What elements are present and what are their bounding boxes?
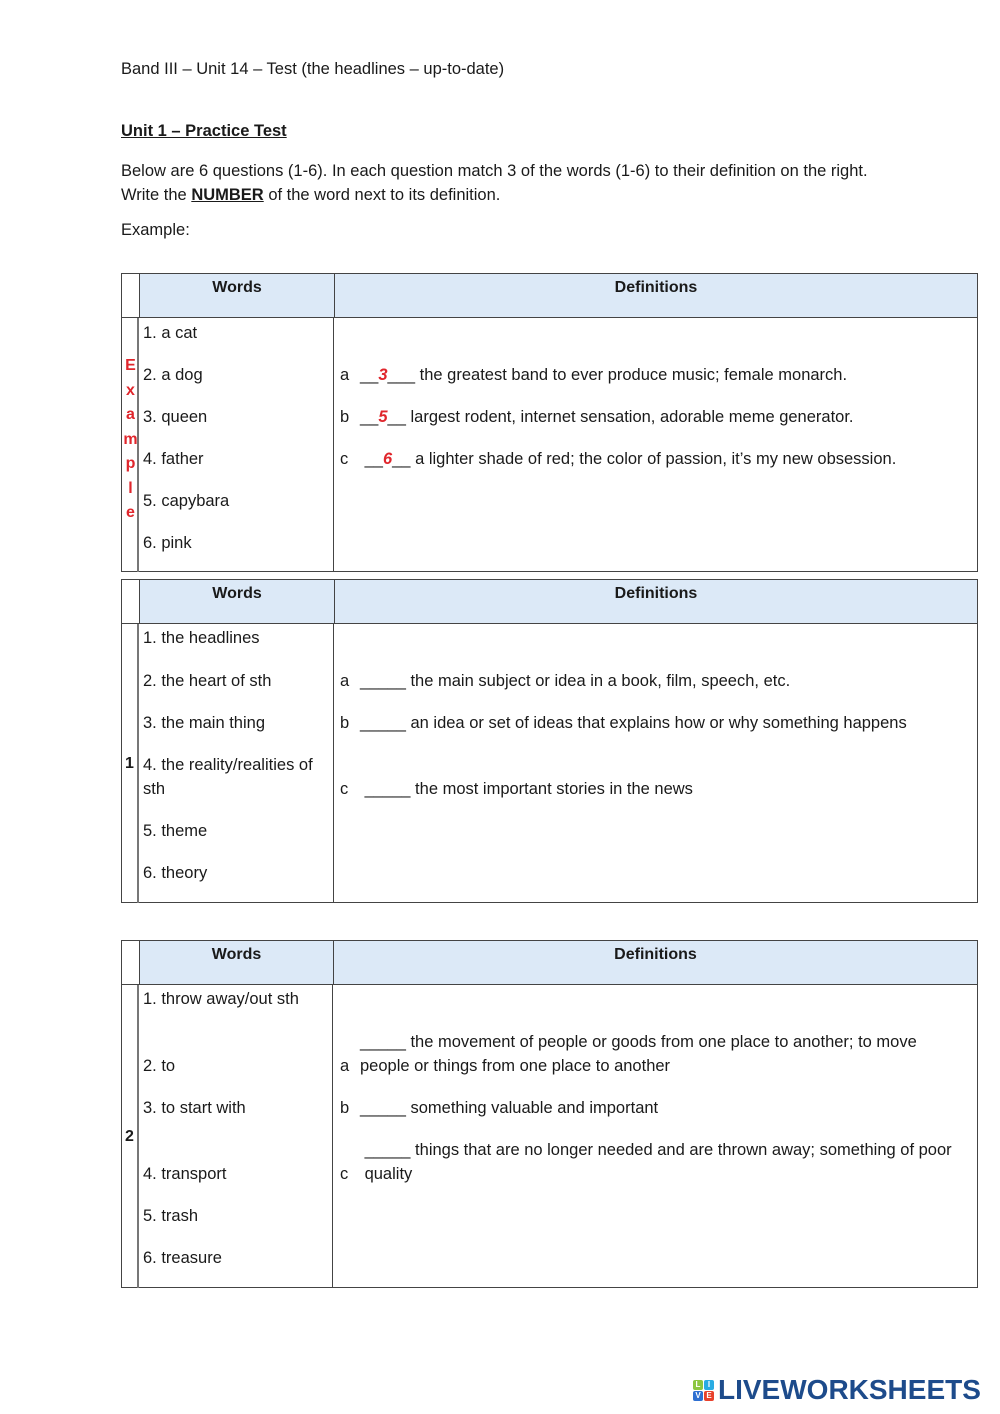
- logo-tile: L: [693, 1380, 703, 1390]
- instructions-emphasis: NUMBER: [191, 186, 264, 204]
- word-item: 5. theme: [143, 822, 208, 840]
- definition-text: the most important stories in the news: [410, 780, 693, 798]
- example-table: [121, 273, 978, 572]
- definition-item: [340, 405, 854, 429]
- word-item: 3. to start with: [143, 1099, 246, 1117]
- answer-value: 5: [378, 408, 388, 426]
- definition-item: [340, 363, 847, 387]
- definitions-cell: [334, 318, 977, 572]
- question-number: 2: [122, 985, 139, 1288]
- answer-blank: __: [360, 408, 379, 426]
- definition-text: the movement of people or goods from one place to another; to move: [405, 1033, 917, 1051]
- answer-blank[interactable]: _____: [360, 672, 406, 690]
- word-item: 1. throw away/out sth: [143, 990, 299, 1008]
- header-words: Words: [140, 274, 335, 317]
- logo-tile: I: [704, 1380, 714, 1390]
- logo-tile: V: [693, 1391, 703, 1401]
- answer-blank: ___: [387, 366, 416, 384]
- answer-blank[interactable]: _____: [360, 1033, 406, 1051]
- instructions-text-end: of the word next to its definition.: [263, 186, 501, 204]
- question-2-table: [121, 940, 978, 1288]
- definition-text: a lighter shade of red; the color of passion, it’s my new obsession.: [410, 450, 897, 468]
- word-item: 2. the heart of sth: [143, 672, 272, 690]
- table-body: [122, 318, 977, 572]
- word-item: 6. treasure: [143, 1249, 222, 1267]
- logo-tile: E: [704, 1391, 714, 1401]
- table-body: [122, 985, 977, 1288]
- definition-text: something valuable and important: [405, 1099, 659, 1117]
- answer-blank: __: [360, 450, 383, 468]
- answer-blank[interactable]: _____: [360, 1099, 406, 1117]
- definition-letter: b: [340, 1099, 350, 1117]
- answer-blank[interactable]: _____: [360, 780, 411, 798]
- definitions-cell: [334, 624, 977, 903]
- definition-letter: c: [340, 780, 349, 798]
- word-item: 3. queen: [143, 408, 208, 426]
- header-words: Words: [140, 580, 335, 623]
- definition-item[interactable]: [340, 711, 907, 735]
- word-item: 1. the headlines: [143, 629, 260, 647]
- word-item: 6. theory: [143, 864, 208, 882]
- example-letter: E: [125, 357, 136, 374]
- word-item: 5. trash: [143, 1207, 199, 1225]
- header-number-cell: [122, 580, 140, 623]
- table-header: [122, 580, 977, 624]
- word-item-continued: sth: [143, 780, 166, 798]
- definition-letter: b: [340, 408, 350, 426]
- example-letter: m: [123, 430, 138, 448]
- logo-tiles-icon: [693, 1380, 714, 1401]
- table-body: [122, 624, 977, 903]
- definition-letter: a: [340, 1057, 350, 1075]
- word-item: 2. to: [143, 1057, 176, 1075]
- example-label: Example:: [121, 221, 190, 239]
- header-words: Words: [140, 941, 334, 984]
- answer-blank: __: [392, 450, 411, 468]
- example-letter: e: [126, 504, 135, 521]
- header-definitions: Definitions: [334, 941, 977, 984]
- answer-blank[interactable]: _____: [360, 714, 406, 732]
- example-letter: l: [128, 479, 133, 497]
- example-letter: a: [126, 406, 135, 423]
- definition-text: things that are no longer needed and are thrown away; something of poor: [410, 1141, 952, 1159]
- word-item: 4. the reality/realities of: [143, 756, 313, 774]
- header-number-cell: [122, 941, 140, 984]
- definition-letter: c: [340, 450, 349, 468]
- section-title: Unit 1 – Practice Test: [121, 122, 287, 140]
- definition-text-continued: people or things from one place to another: [360, 1057, 671, 1075]
- document-title: Band III – Unit 14 – Test (the headlines – up-to-date): [121, 60, 505, 78]
- definition-item[interactable]: [340, 1030, 917, 1078]
- example-letter: p: [125, 455, 136, 472]
- word-item: 1. a cat: [143, 324, 198, 342]
- table-header: [122, 274, 977, 318]
- definition-item[interactable]: [340, 669, 790, 693]
- definition-text: the greatest band to ever produce music; female monarch.: [415, 366, 848, 384]
- word-item: 3. the main thing: [143, 714, 265, 732]
- definition-letter: c: [340, 1165, 349, 1183]
- header-definitions: Definitions: [335, 274, 977, 317]
- answer-value: 3: [378, 366, 388, 384]
- word-item: 5. capybara: [143, 492, 230, 510]
- definition-letter: a: [340, 672, 350, 690]
- table-header: [122, 941, 977, 985]
- definition-item[interactable]: [340, 1096, 658, 1120]
- answer-blank: __: [387, 408, 406, 426]
- instructions-text: Below are 6 questions (1-6). In each question match 3 of the words (1-6) to their definition on the right. Write the: [121, 162, 868, 204]
- word-item: 4. father: [143, 450, 204, 468]
- answer-value: 6: [382, 450, 393, 468]
- definition-text-continued: quality: [360, 1165, 413, 1183]
- word-item: 4. transport: [143, 1165, 227, 1183]
- example-vertical-label: [122, 354, 139, 526]
- definition-letter: b: [340, 714, 350, 732]
- definition-item[interactable]: [340, 1138, 952, 1186]
- definition-text: largest rodent, internet sensation, adorable meme generator.: [405, 408, 854, 426]
- question-number: 1: [122, 624, 139, 903]
- question-1-table: [121, 579, 978, 903]
- definition-text: an idea or set of ideas that explains how or why something happens: [405, 714, 907, 732]
- instructions: [121, 159, 881, 207]
- logo-text: LIVEWORKSHEETS: [718, 1374, 981, 1405]
- answer-blank: __: [360, 366, 379, 384]
- words-cell: [139, 985, 333, 1288]
- definition-letter: a: [340, 366, 350, 384]
- answer-blank[interactable]: _____: [360, 1141, 411, 1159]
- example-letter: x: [126, 381, 135, 399]
- definition-item[interactable]: [340, 777, 693, 801]
- word-item: 2. a dog: [143, 366, 203, 384]
- header-number-cell: [122, 274, 140, 317]
- header-definitions: Definitions: [335, 580, 977, 623]
- liveworksheets-logo[interactable]: [693, 1374, 981, 1406]
- word-item: 6. pink: [143, 534, 192, 552]
- definition-item: [340, 447, 896, 471]
- definition-text: the main subject or idea in a book, film, speech, etc.: [405, 672, 791, 690]
